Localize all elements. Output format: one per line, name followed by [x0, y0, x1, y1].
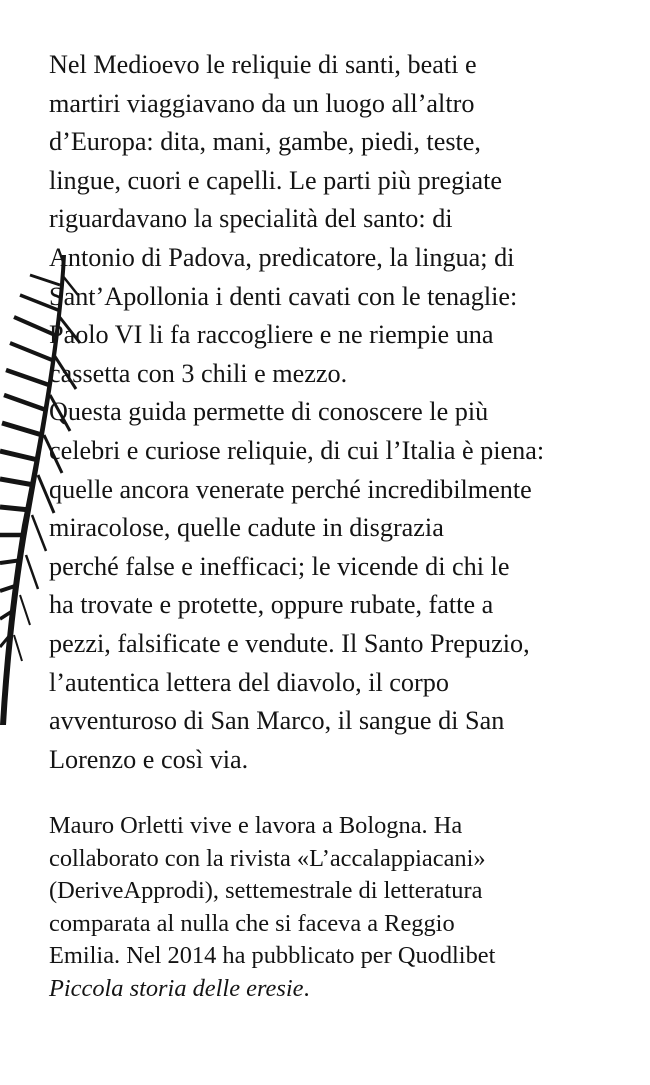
description-line: avventuroso di San Marco, il sangue di San — [49, 706, 505, 736]
description-line: Sant’Apollonia i denti cavati con le tenaglie: — [49, 281, 518, 311]
description-line: celebri e curiose reliquie, di cui l’Italia è piena: — [49, 435, 545, 465]
description-line: lingue, cuori e capelli. Le parti più pregiate — [49, 165, 503, 195]
description-line: Antonio di Padova, predicatore, la lingua; di — [49, 242, 515, 272]
bio-line: comparata al nulla che si faceva a Reggio — [49, 909, 455, 937]
bio-last-line — [49, 973, 639, 1006]
description-line: cassetta con 3 chili e mezzo. — [49, 358, 348, 388]
description-line: l’autentica lettera del diavolo, il corpo — [49, 667, 449, 697]
description-line: perché false e inefficaci; le vicende di chi le — [49, 551, 510, 581]
description-line: Lorenzo e così via. — [49, 744, 249, 774]
book-title-period: . — [303, 974, 310, 1002]
author-bio — [49, 810, 639, 1006]
description-line: d’Europa: dita, mani, gambe, piedi, teste, — [49, 127, 481, 157]
description-line: miracolose, quelle cadute in disgrazia — [49, 513, 444, 543]
bio-line: (DeriveApprodi), settemestrale di letteratura — [49, 877, 483, 905]
book-description — [49, 46, 639, 779]
description-line: Questa guida permette di conoscere le più — [49, 397, 489, 427]
bio-line: Mauro Orletti vive e lavora a Bologna. Ha — [49, 812, 463, 839]
description-line: quelle ancora venerate perché incredibilmente — [49, 474, 532, 504]
book-title: Piccola storia delle eresie — [49, 974, 304, 1002]
description-line: Nel Medioevo le reliquie di santi, beati e — [49, 50, 477, 79]
description-line: pezzi, falsificate e vendute. Il Santo Prepuzio, — [49, 628, 530, 658]
description-line: ha trovate e protette, oppure rubate, fatte a — [49, 590, 494, 620]
description-line: martiri viaggiavano da un luogo all’altro — [49, 88, 475, 118]
description-line: riguardavano la specialità del santo: di — [49, 204, 453, 234]
description-line: Paolo VI li fa raccogliere e ne riempie una — [49, 320, 494, 350]
bio-line: collaborato con la rivista «L’accalappiacani» — [49, 844, 486, 872]
bio-line: Emilia. Nel 2014 ha pubblicato per Quodlibet — [49, 942, 496, 970]
